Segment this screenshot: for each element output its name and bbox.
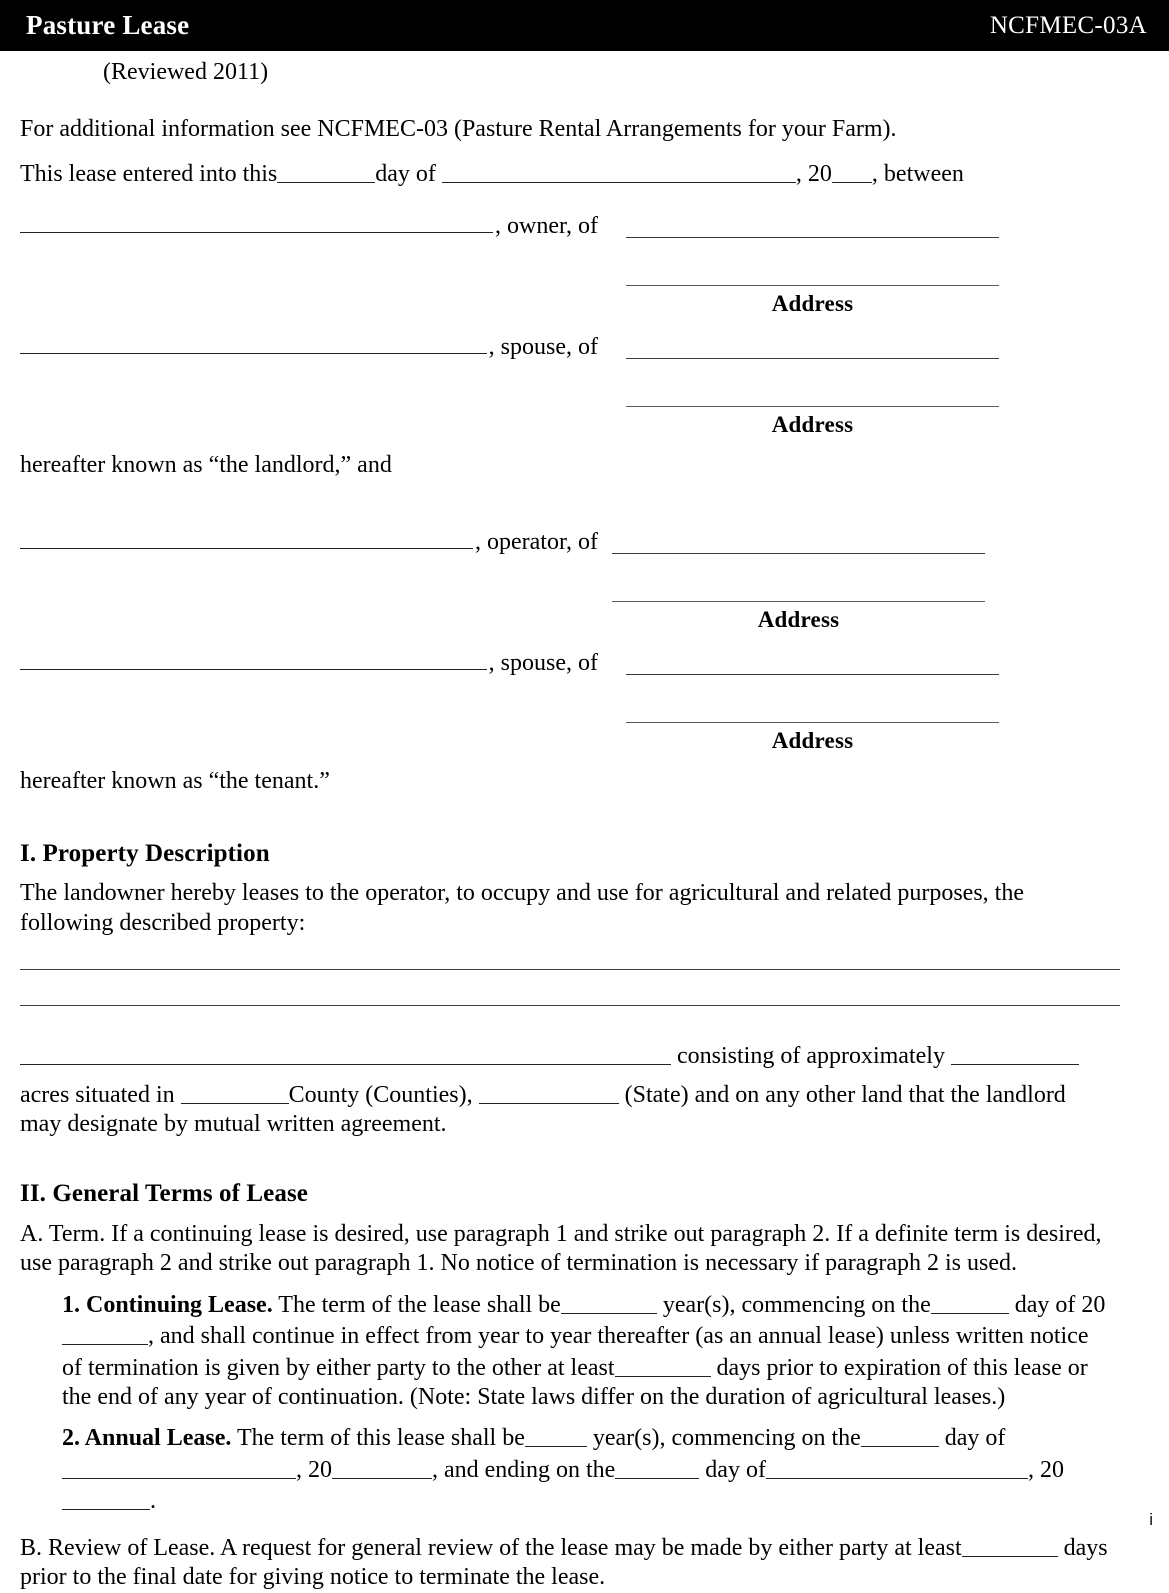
- month-blank[interactable]: [442, 158, 796, 183]
- continuing-lease-text-1: The term of the lease shall be: [278, 1292, 561, 1319]
- landlord-spouse-role-label: , spouse, of: [488, 333, 598, 360]
- review-of-lease-label: B. Review of Lease.: [20, 1535, 216, 1562]
- lease-entered-prefix: This lease entered into this: [20, 161, 278, 188]
- continuing-lease-text-5: days prior to expiration of this lease or the end of any year of continuation. (Note: State laws differ on the duration of agricultural leases.): [62, 1354, 1088, 1410]
- tenant-known-as: hereafter known as “the tenant.”: [20, 768, 330, 795]
- landlord-spouse-name-field: [20, 328, 598, 363]
- landlord-spouse-address-blank-2[interactable]: [626, 359, 999, 407]
- review-of-lease-text-2: days prior to the final date for giving notice to terminate the lease.: [20, 1535, 1108, 1591]
- reviewed-note: (Reviewed 2011): [103, 59, 269, 85]
- review-of-lease-text-1: A request for general review of the lease may be made by either party at least: [219, 1535, 962, 1562]
- document-title: Pasture Lease: [26, 10, 190, 40]
- landlord-spouse-address-field: [598, 328, 1147, 440]
- continuing-day-blank[interactable]: [931, 1289, 1009, 1314]
- landlord-spouse-address-caption: Address: [771, 412, 854, 438]
- operator-address-blank-2[interactable]: [612, 554, 985, 602]
- party-row-owner: [20, 207, 1147, 319]
- annual-years-blank[interactable]: [525, 1422, 587, 1447]
- section-2-heading: II. General Terms of Lease: [20, 1179, 308, 1207]
- operator-address-blank-1[interactable]: [612, 523, 985, 554]
- operator-name-field: [20, 523, 598, 558]
- landlord-spouse-name-blank[interactable]: [20, 328, 487, 353]
- property-description-blank-3[interactable]: [20, 1040, 671, 1065]
- state-label: (State) and on any other land that the landlord may designate by mutual written agreement.: [20, 1082, 1066, 1138]
- tenant-spouse-address-field: [598, 644, 1147, 756]
- consisting-label: consisting of approximately: [677, 1042, 945, 1069]
- tenant-spouse-role-label: , spouse, of: [488, 649, 598, 676]
- party-row-tenant-spouse: [20, 644, 1147, 756]
- operator-name-blank[interactable]: [20, 523, 473, 548]
- section-1-intro: The landowner hereby leases to the operator, to occupy and use for agricultural and related purposes, the following described property:: [20, 880, 1024, 936]
- annual-lease-text-2: year(s), commencing on the: [592, 1425, 861, 1452]
- annual-start-day-blank[interactable]: [861, 1422, 939, 1447]
- day-blank[interactable]: [277, 158, 375, 183]
- landlord-spouse-address-blank-1[interactable]: [626, 328, 999, 359]
- continuing-lease-text-2: year(s), commencing on the: [662, 1292, 931, 1319]
- year-prefix-label: , 20: [795, 161, 832, 188]
- acres-blank[interactable]: [951, 1040, 1079, 1065]
- landlord-known-as: hereafter known as “the landlord,” and: [20, 452, 392, 479]
- property-description-blank-2[interactable]: [20, 1005, 1120, 1006]
- annual-lease-text-6: day of: [705, 1456, 766, 1483]
- owner-role-label: , owner, of: [494, 212, 598, 239]
- tenant-spouse-address-blank-2[interactable]: [626, 675, 999, 723]
- operator-address-caption: Address: [757, 607, 840, 633]
- tenant-spouse-address-caption: Address: [771, 728, 854, 754]
- owner-address-blank-2[interactable]: [626, 238, 999, 286]
- annual-lease-text-5: , and ending on the: [432, 1456, 616, 1483]
- annual-lease-text-7: , 20: [1027, 1456, 1064, 1483]
- day-of-label: day of: [375, 161, 436, 188]
- operator-role-label: , operator, of: [475, 528, 598, 555]
- continuing-lease-text-4: , and shall continue in effect from year to year thereafter (as an annual lease) unless written notice of termination is given by either party to the other at least: [62, 1323, 1089, 1381]
- annual-end-day-blank[interactable]: [615, 1454, 699, 1479]
- annual-lease-text-8: .: [150, 1487, 156, 1514]
- term-text: If a continuing lease is desired, use paragraph 1 and strike out paragraph 2. If a definite term is desired, use paragraph 2 and strike out paragraph 1. No notice of termination is necessary if paragraph 2 is used.: [20, 1220, 1102, 1276]
- tenant-spouse-name-blank[interactable]: [20, 644, 487, 669]
- annual-lease-label: 2. Annual Lease.: [62, 1425, 232, 1452]
- year-blank[interactable]: [832, 158, 872, 183]
- document-code: NCFMEC-03A: [989, 12, 1147, 39]
- owner-name-field: [20, 207, 598, 242]
- party-row-landlord-spouse: [20, 328, 1147, 440]
- continuing-lease-text-3: day of 20: [1014, 1292, 1106, 1319]
- owner-address-blank-1[interactable]: [626, 207, 999, 238]
- lease-entered-line: [20, 158, 1147, 190]
- county-blank[interactable]: [181, 1079, 289, 1104]
- term-label: A. Term.: [20, 1220, 106, 1247]
- property-acres-line: [20, 1079, 1095, 1140]
- party-row-operator: [20, 523, 1147, 635]
- tenant-spouse-name-field: [20, 644, 598, 679]
- additional-info-line: For additional information see NCFMEC-03 (Pasture Rental Arrangements for your Farm).: [20, 116, 897, 142]
- continuing-lease-label: 1. Continuing Lease.: [62, 1292, 273, 1319]
- document-page: [0, 51, 1169, 1593]
- annual-lease-paragraph: [62, 1422, 1140, 1516]
- state-blank[interactable]: [479, 1079, 619, 1104]
- property-consisting-line: [20, 1040, 1147, 1071]
- annual-end-year-blank[interactable]: [62, 1485, 150, 1510]
- county-label: County (Counties),: [288, 1082, 473, 1109]
- document-header-bar: [0, 0, 1169, 51]
- annual-start-year-blank[interactable]: [332, 1454, 432, 1479]
- annual-start-month-blank[interactable]: [62, 1454, 296, 1479]
- annual-lease-text-1: The term of this lease shall be: [236, 1425, 525, 1452]
- continuing-year-blank[interactable]: [62, 1320, 148, 1345]
- operator-address-field: [598, 523, 1147, 635]
- term-paragraph: [20, 1220, 1105, 1279]
- annual-lease-text-3: day of: [944, 1425, 1006, 1452]
- page-number-mark: i: [1149, 1510, 1153, 1529]
- property-description-blank-1[interactable]: [20, 969, 1120, 970]
- continuing-lease-paragraph: [62, 1289, 1112, 1412]
- section-1-heading: I. Property Description: [20, 840, 270, 868]
- between-label: , between: [871, 161, 964, 188]
- acres-prefix-label: acres situated in: [20, 1082, 175, 1109]
- annual-lease-text-4: , 20: [296, 1456, 332, 1483]
- continuing-notice-days-blank[interactable]: [615, 1352, 711, 1377]
- review-of-lease-paragraph: [20, 1532, 1115, 1593]
- continuing-years-blank[interactable]: [561, 1289, 657, 1314]
- owner-address-caption: Address: [771, 291, 854, 317]
- owner-address-field: [598, 207, 1147, 319]
- owner-name-blank[interactable]: [20, 207, 493, 232]
- tenant-spouse-address-blank-1[interactable]: [626, 644, 999, 675]
- annual-end-month-blank[interactable]: [766, 1454, 1028, 1479]
